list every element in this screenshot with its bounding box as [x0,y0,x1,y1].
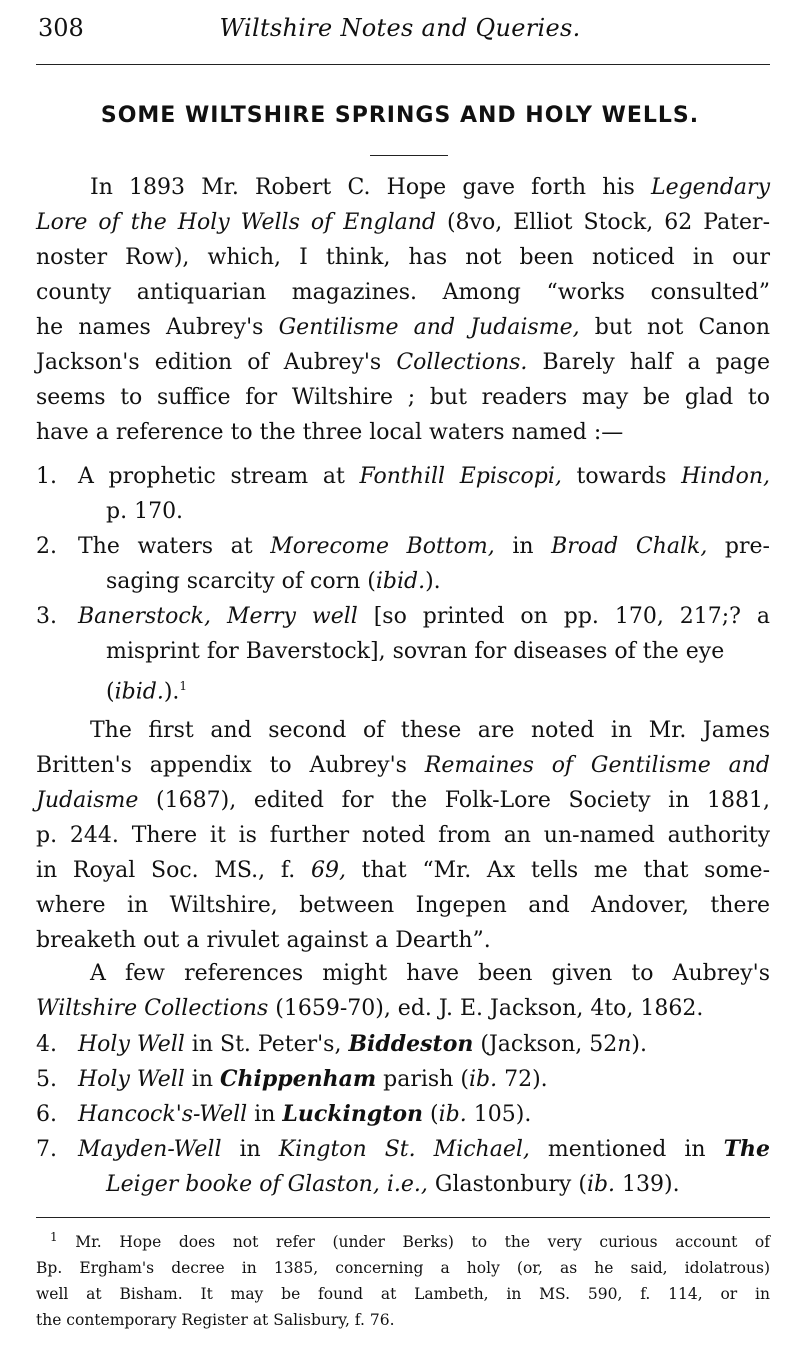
text-line: breaketh out a rivulet against a Dearth”. [36,928,491,953]
list-item-continuation: Leiger booke of Glaston, i.e., Glastonbury (ib. 139). [106,1172,680,1197]
footnote-line: the contemporary Register at Salisbury, f. 76. [36,1311,395,1330]
list-item: 7. Mayden-Well in Kington St. Michael, mentioned in The [36,1136,770,1162]
text-line: have a reference to the three local waters named :— [36,420,624,445]
list-item: 5. Holy Well in Chippenham parish (ib. 72). [36,1066,548,1092]
text-line: he names Aubrey's Gentilisme and Judaisme, but not Canon [36,315,770,340]
text-line: p. 244. There it is further noted from an un-named authority [36,823,770,848]
title-rule [370,155,448,156]
text-line: noster Row), which, I think, has not been noticed in our [36,245,770,270]
page-header [38,12,762,48]
list-item-continuation: saging scarcity of corn (ibid.). [106,569,441,594]
footnote-line: $^1$ Mr. Hope does not refer (under Berks) to the very curious account of [50,1230,770,1252]
footnote-line: well at Bisham. It may be found at Lambeth, in MS. 590, f. 114, or in [36,1285,770,1304]
text-line: The first and second of these are noted in Mr. James [90,718,770,743]
list-item-continuation: (ibid.).$^1$ [106,679,188,705]
text-line: In 1893 Mr. Robert C. Hope gave forth his Legendary [90,175,770,200]
text-line: Jackson's edition of Aubrey's Collections. Barely half a page [36,350,770,375]
list-group-a [36,459,770,709]
footnote-rule [36,1217,770,1218]
list-item: 4. Holy Well in St. Peter's, Biddeston (Jackson, 52n). [36,1031,647,1057]
text-line: Judaisme (1687), edited for the Folk-Lore Society in 1881, [36,788,770,813]
footnote-line: Bp. Ergham's decree in 1385, concerning a holy (or, as he said, idolatrous) [36,1259,770,1278]
running-title: Wiltshire Notes and Queries. [219,14,581,42]
header-rule [36,64,770,65]
list-item: 3. Banerstock, Merry well [so printed on pp. 170, 217;? a [36,604,770,629]
text-line: in Royal Soc. MS., f. 69, that “Mr. Ax tells me that some- [36,858,771,883]
paragraph-3 [36,956,770,1026]
list-item-continuation: misprint for Baverstock], sovran for diseases of the eye [106,639,725,664]
footnote-ref: 1 [179,679,188,693]
text-line: A few references might have been given to Aubrey's [90,961,770,986]
text-line: county antiquarian magazines. Among “works consulted” [36,280,770,305]
paragraph-1 [36,170,770,450]
list-item-continuation: p. 170. [106,499,184,524]
footnote-marker: 1 [50,1230,58,1244]
text-line: Wiltshire Collections (1659-70), ed. J. E. Jackson, 4to, 1862. [36,996,704,1021]
page-number: 308 [38,14,84,42]
text-line: Lore of the Holy Wells of England (8vo, Elliot Stock, 62 Pater- [36,210,770,235]
list-item: 6. Hancock's-Well in Luckington (ib. 105). [36,1101,532,1127]
list-item: 2. The waters at Morecome Bottom, in Broad Chalk, pre- [36,534,770,559]
list-item: 1. A prophetic stream at Fonthill Episcopi, towards Hindon, [36,464,770,489]
paragraph-2 [36,713,770,958]
footnote [36,1224,770,1333]
text-line: Britten's appendix to Aubrey's Remaines of Gentilisme and [36,753,770,778]
text-line: where in Wiltshire, between Ingepen and Andover, there [36,893,770,918]
text-line: seems to suffice for Wiltshire ; but readers may be glad to [36,385,770,410]
list-group-b [36,1027,770,1202]
article-title: SOME WILTSHIRE SPRINGS AND HOLY WELLS. [100,103,700,128]
